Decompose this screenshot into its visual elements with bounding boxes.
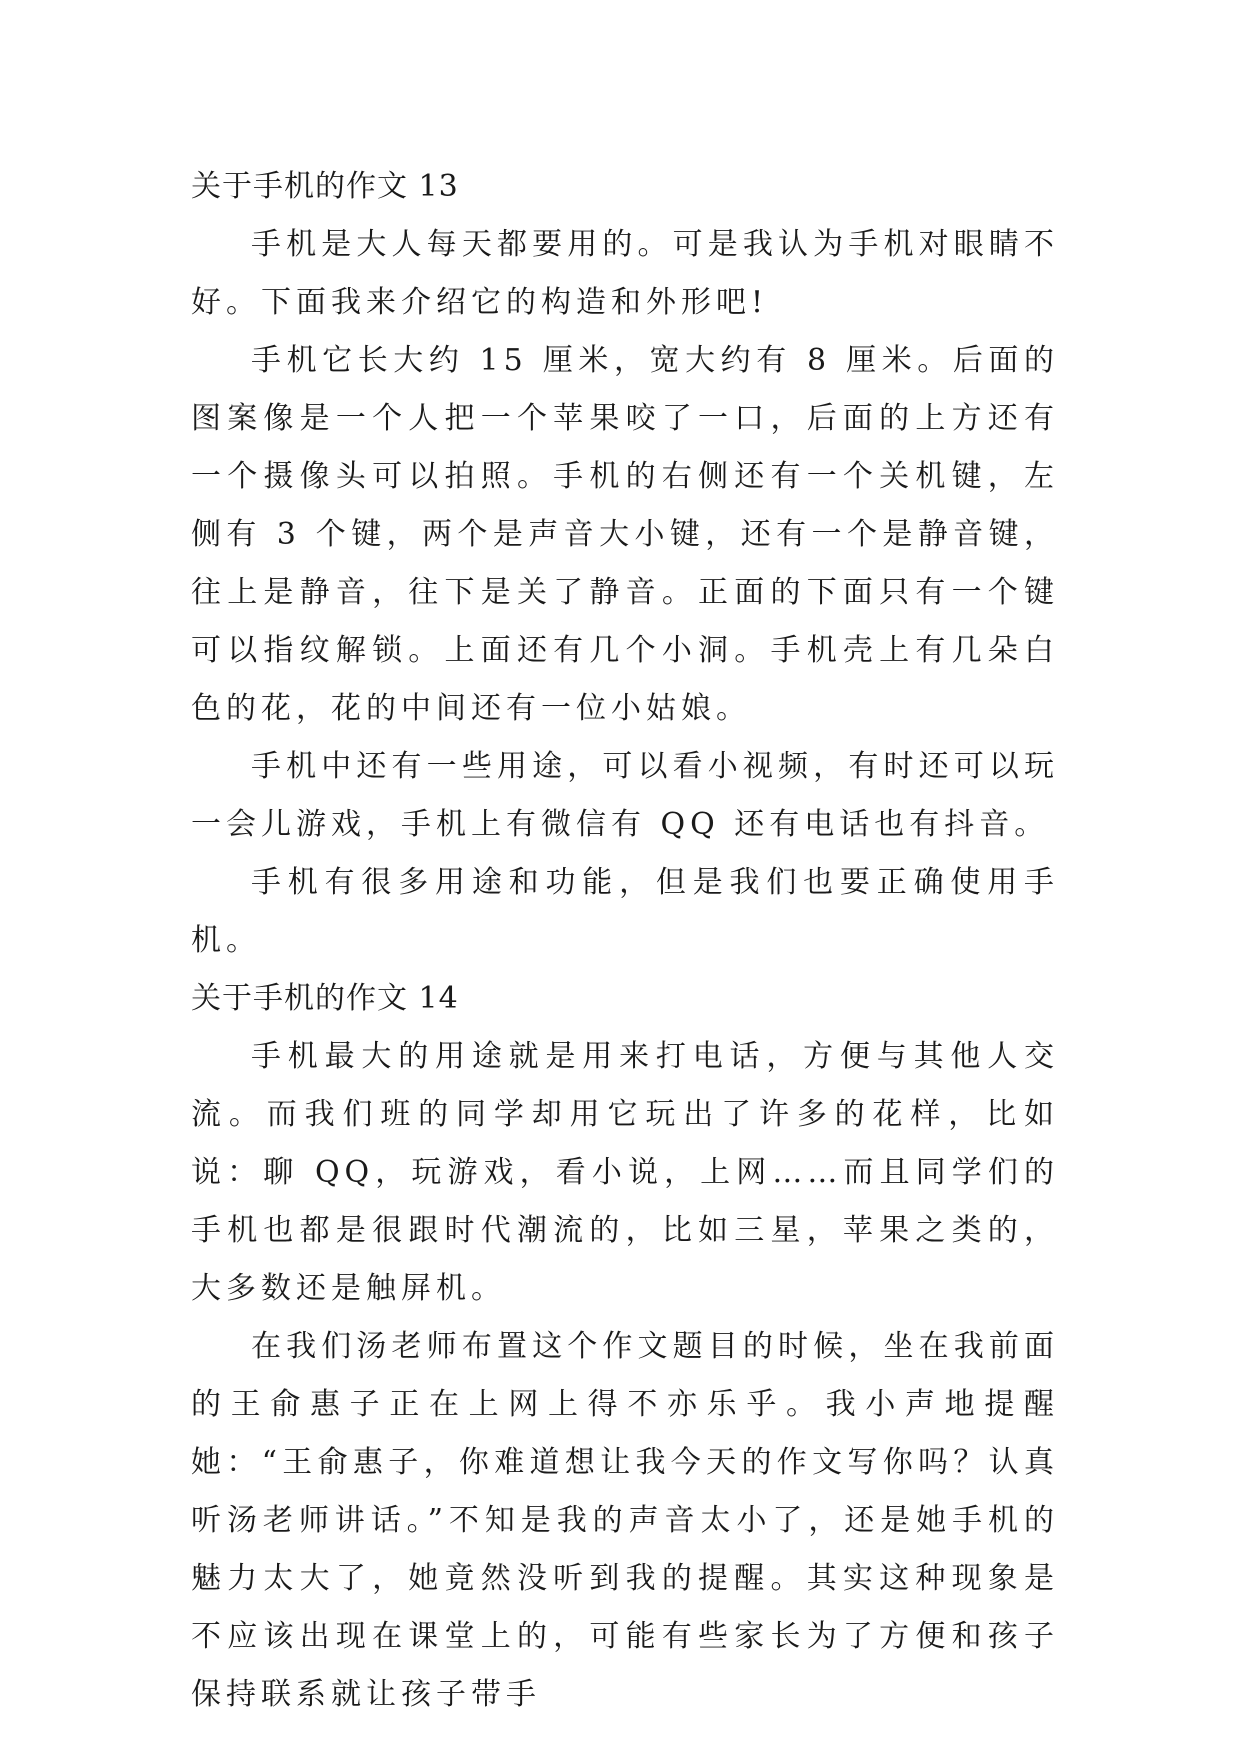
- paragraph: 手机最大的用途就是用来打电话，方便与其他人交流。而我们班的同学却用它玩出了许多的花样，比如说：聊 QQ，玩游戏，看小说，上网……而且同学们的手机也都是很跟时代潮流的，比如三星，苹果之类的，大多数还是触屏机。: [191, 1039, 1059, 1306]
- paragraph: 在我们汤老师布置这个作文题目的时候，坐在我前面的王俞惠子正在上网上得不亦乐乎。我小声地提醒她：“王俞惠子，你难道想让我今天的作文写你吗？认真听汤老师讲话。”不知是我的声音太小了，还是她手机的魅力太大了，她竟然没听到我的提醒。其实这种现象是不应该出现在课堂上的，可能有些家长为了方便和孩子保持联系就让孩子带手: [191, 1329, 1059, 1712]
- section-title-14: 关于手机的作文 14: [191, 981, 459, 1016]
- paragraph: 手机有很多用途和功能，但是我们也要正确使用手机。: [191, 865, 1059, 958]
- paragraph: 手机中还有一些用途，可以看小视频，有时还可以玩一会儿游戏，手机上有微信有 QQ 还有电话也有抖音。: [191, 749, 1059, 842]
- document-body: [191, 158, 1059, 1724]
- paragraph: 手机它长大约 15 厘米，宽大约有 8 厘米。后面的图案像是一个人把一个苹果咬了一口，后面的上方还有一个摄像头可以拍照。手机的右侧还有一个关机键，左侧有 3 个键，两个是声音大小键，还有一个是静音键，往上是静音，往下是关了静音。正面的下面只有一个键可以指纹解锁。上面还有几个小洞。手机壳上有几朵白色的花，花的中间还有一位小姑娘。: [191, 343, 1059, 726]
- section-title-13: 关于手机的作文 13: [191, 169, 459, 204]
- paragraph: 手机是大人每天都要用的。可是我认为手机对眼睛不好。下面我来介绍它的构造和外形吧!: [191, 227, 1059, 320]
